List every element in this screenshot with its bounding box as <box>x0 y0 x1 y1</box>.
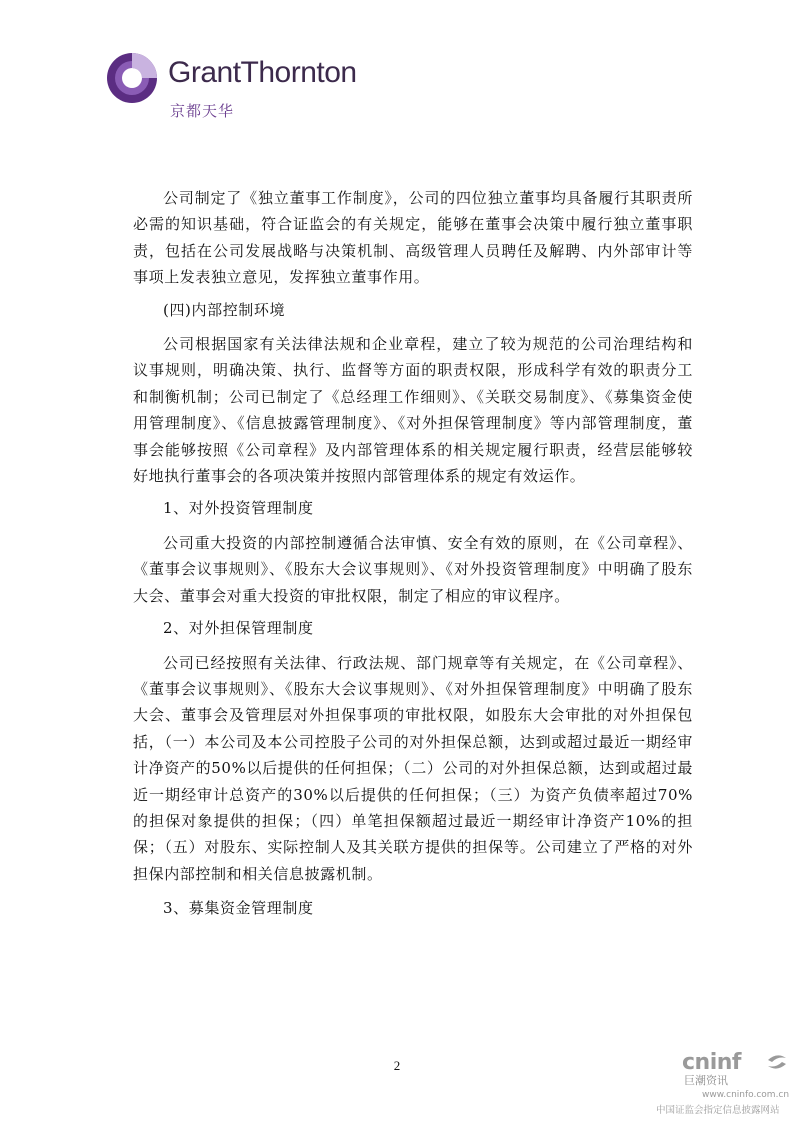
paragraph-guarantee: 公司已经按照有关法律、行政法规、部门规章等有关规定，在《公司章程》、《董事会议事规则》、《股东大会议事规则》、《对外担保管理制度》中明确了股东大会、董事会及管理层对外担保事项的审批权限，如股东大会审批的对外担保包括，（一）本公司及本公司控股子公司的对外担保总额，达到或超过最近一期经审计净资产的50%以后提供的任何担保；（二）公司的对外担保总额，达到或超过最近一期经审计总资产的30%以后提供的任何担保；（三）为资产负债率超过70%的担保对象提供的担保；（四）单笔担保额超过最近一期经审计净资产10%的担保；（五）对股东、实际控制人及其关联方提供的担保等。公司建立了严格的对外担保内部控制和相关信息披露机制。 <box>133 653 693 883</box>
logo-swirl-icon <box>106 52 158 104</box>
document-body <box>133 185 693 922</box>
subheading-guarantee: 2、对外担保管理制度 <box>163 619 314 638</box>
watermark-url: www.cninfo.com.cn <box>702 1090 790 1100</box>
logo-chinese-name: 京都天华 <box>170 102 235 120</box>
paragraph-independent-directors: 公司制定了《独立董事工作制度》，公司的四位独立董事均具备履行其职责所必需的知识基础，符合证监会的有关规定，能够在董事会决策中履行独立董事职责，包括在公司发展战略与决策机制、高级管理人员聘任及解聘、内外部审计等事项上发表独立意见，发挥独立董事作用。 <box>133 189 693 287</box>
subheading-fundraising: 3、募集资金管理制度 <box>163 899 314 918</box>
cninfo-watermark <box>652 1050 792 1120</box>
logo-name: GrantThornton <box>168 56 357 89</box>
subheading-investment: 1、对外投资管理制度 <box>163 499 314 518</box>
watermark-description: 中国证监会指定信息披露网站 <box>656 1105 780 1116</box>
paragraph-investment: 公司重大投资的内部控制遵循合法审慎、安全有效的原则，在《公司章程》、《董事会议事规则》、《股东大会议事规则》、《对外投资管理制度》中明确了股东大会、董事会对重大投资的审批权限，制定了相应的审议程序。 <box>133 533 693 605</box>
paragraph-internal-control: 公司根据国家有关法律法规和企业章程，建立了较为规范的公司治理结构和议事规则，明确决策、执行、监督等方面的职责权限，形成科学有效的职责分工和制衡机制；公司已制定了《总经理工作细则》、《关联交易制度》、《募集资金使用管理制度》、《信息披露管理制度》、《对外担保管理制度》等内部管理制度，董事会能够按照《公司章程》及内部管理体系的相关规定履行职责，经营层能够较好地执行董事会的各项决策并按照内部管理体系的规定有效运作。 <box>133 335 693 486</box>
watermark-brand: cninf <box>682 1050 741 1075</box>
section-heading-internal-control: (四)内部控制环境 <box>163 300 286 319</box>
watermark-swirl-icon <box>766 1052 788 1072</box>
grant-thornton-logo <box>106 52 406 132</box>
watermark-subtitle: 巨潮资讯 <box>684 1074 728 1087</box>
page-number: 2 <box>393 1058 401 1073</box>
